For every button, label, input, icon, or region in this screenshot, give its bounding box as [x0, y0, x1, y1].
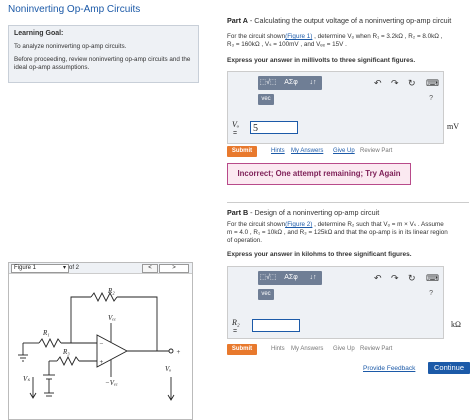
- part-a-submit-button[interactable]: Submit: [227, 146, 257, 157]
- part-b-figure-link[interactable]: (Figure 2): [285, 221, 313, 228]
- wire-r2-left: [71, 297, 91, 301]
- provide-feedback-link[interactable]: Provide Feedback: [363, 365, 416, 372]
- part-b-title: - Design of a noninverting op-amp circuit: [248, 208, 380, 217]
- part-b-equals: =: [233, 328, 238, 335]
- part-b-instructions: Express your answer in kilohms to three significant figures.: [227, 251, 412, 258]
- help-icon[interactable]: ?: [429, 290, 433, 297]
- figure-select[interactable]: [11, 264, 69, 273]
- label-vcc-bottom: −Vₑₑ: [105, 379, 118, 387]
- part-b-label: Part B: [227, 208, 249, 217]
- part-b-hints-link[interactable]: Hints: [271, 346, 285, 352]
- resistor-r1: [39, 339, 61, 347]
- keyboard-icon[interactable]: ⌨: [426, 78, 439, 88]
- part-a-feedback-incorrect: Incorrect; One attempt remaining; Try Again: [227, 163, 411, 185]
- help-icon[interactable]: ?: [429, 95, 433, 102]
- part-b-question-text-1: For the circuit shown: [227, 221, 286, 228]
- undo-icon[interactable]: ↶: [374, 78, 382, 88]
- greek-letters-button[interactable]: AΣφ: [284, 274, 298, 281]
- part-b-answer-input[interactable]: [252, 319, 300, 332]
- wire-r1-node: [61, 301, 71, 343]
- label-opamp-minus: −: [99, 340, 104, 348]
- figure-next-button[interactable]: >: [159, 264, 189, 273]
- part-a-my-answers-link[interactable]: My Answers: [291, 148, 324, 154]
- figure-panel: [8, 262, 193, 420]
- label-vo: Vₒ: [165, 365, 172, 373]
- part-a-unit: mV: [447, 122, 459, 131]
- part-a-equals: =: [233, 130, 238, 137]
- part-b-question: [227, 221, 471, 245]
- part-b-submit-button[interactable]: Submit: [227, 344, 257, 355]
- label-vcc-top: Vₑₑ: [108, 314, 116, 322]
- template-icon[interactable]: ⬚√⬚: [259, 274, 277, 281]
- resistor-r3: [57, 357, 79, 365]
- learning-goal-heading: Learning Goal:: [14, 30, 64, 37]
- part-b-my-answers-link[interactable]: My Answers: [291, 346, 324, 352]
- part-b-review-part[interactable]: Review Part: [360, 346, 393, 352]
- part-a-review-part[interactable]: Review Part: [360, 148, 393, 154]
- part-a-label: Part A: [227, 16, 248, 25]
- chevron-down-icon: ▾: [62, 265, 66, 271]
- redo-icon[interactable]: ↷: [391, 78, 399, 88]
- figure-select-value: Figure 1: [14, 265, 37, 271]
- part-b-give-up-link[interactable]: Give Up: [333, 346, 355, 352]
- sort-arrows-icon[interactable]: ↓↑: [309, 79, 317, 86]
- part-b-question-text-2: , determine R₂ such that Vₒ = m × Vₛ . Assume: [312, 221, 444, 228]
- circuit-diagram: [9, 273, 192, 419]
- wire-r2-right: [117, 297, 157, 351]
- vec-button[interactable]: vec: [258, 289, 274, 300]
- keyboard-icon[interactable]: ⌨: [426, 273, 439, 283]
- learning-goal-box: [8, 25, 199, 83]
- label-opamp-plus: +: [99, 358, 104, 366]
- learning-goal-review-text: Before proceeding, review noninverting op-amp circuits and the ideal op-amp assumptions.: [14, 56, 191, 71]
- part-a-math-toolbar: [258, 76, 322, 90]
- part-a-question-text-1: For the circuit shown: [227, 33, 286, 40]
- part-a-question-text-3: R₃ = 160kΩ , Vₛ = 100mV , and Vₑₑ = 15V .: [227, 41, 347, 48]
- page-title: Noninverting Op-Amp Circuits: [8, 4, 141, 15]
- part-b-variable: R₂: [232, 318, 240, 327]
- label-r3: R₃: [63, 348, 70, 356]
- part-a-question: [227, 33, 471, 49]
- template-icon[interactable]: ⬚√⬚: [259, 79, 277, 86]
- reset-icon[interactable]: ↻: [408, 273, 416, 283]
- part-b-math-toolbar: [258, 271, 322, 285]
- vec-button[interactable]: vec: [258, 94, 274, 105]
- part-a-variable: Vₒ: [232, 120, 240, 129]
- redo-icon[interactable]: ↷: [391, 273, 399, 283]
- label-output-plus: +: [176, 348, 181, 356]
- part-a-instructions: Express your answer in millivolts to three significant figures.: [227, 57, 416, 64]
- label-vs: Vₛ: [23, 375, 30, 383]
- figure-count: of 2: [69, 265, 80, 271]
- part-a-title: - Calculating the output voltage of a noninverting op-amp circuit: [247, 16, 452, 25]
- part-b-question-text-3: m = 4.0 , R₁ = 10kΩ , and R₃ = 125kΩ and that the op-amp is in its linear region: [227, 229, 448, 236]
- part-a-figure-link[interactable]: (Figure 1): [285, 33, 313, 40]
- sort-arrows-icon[interactable]: ↓↑: [309, 274, 317, 281]
- part-a-hints-link[interactable]: Hints: [271, 148, 285, 154]
- part-b-heading: [227, 208, 379, 217]
- part-a-question-text-2: , determine Vₒ when R₁ = 3.2kΩ , R₂ = 8.0kΩ ,: [312, 33, 443, 40]
- learning-goal-text: To analyze noninverting op-amp circuits.: [14, 43, 127, 50]
- part-a-heading: [227, 16, 451, 25]
- undo-icon[interactable]: ↶: [374, 273, 382, 283]
- part-a-answer-input[interactable]: 5: [250, 121, 298, 134]
- greek-letters-button[interactable]: AΣφ: [284, 79, 298, 86]
- figure-prev-button[interactable]: <: [142, 264, 158, 273]
- section-divider: [227, 202, 469, 203]
- output-terminal: [169, 349, 173, 353]
- continue-button[interactable]: Continue: [428, 362, 470, 374]
- label-r2: R₂: [108, 287, 115, 295]
- part-b-unit: kΩ: [451, 320, 461, 329]
- part-a-give-up-link[interactable]: Give Up: [333, 148, 355, 154]
- part-b-question-text-4: of operation.: [227, 237, 263, 244]
- reset-icon[interactable]: ↻: [408, 78, 416, 88]
- label-r1: R₁: [43, 329, 50, 337]
